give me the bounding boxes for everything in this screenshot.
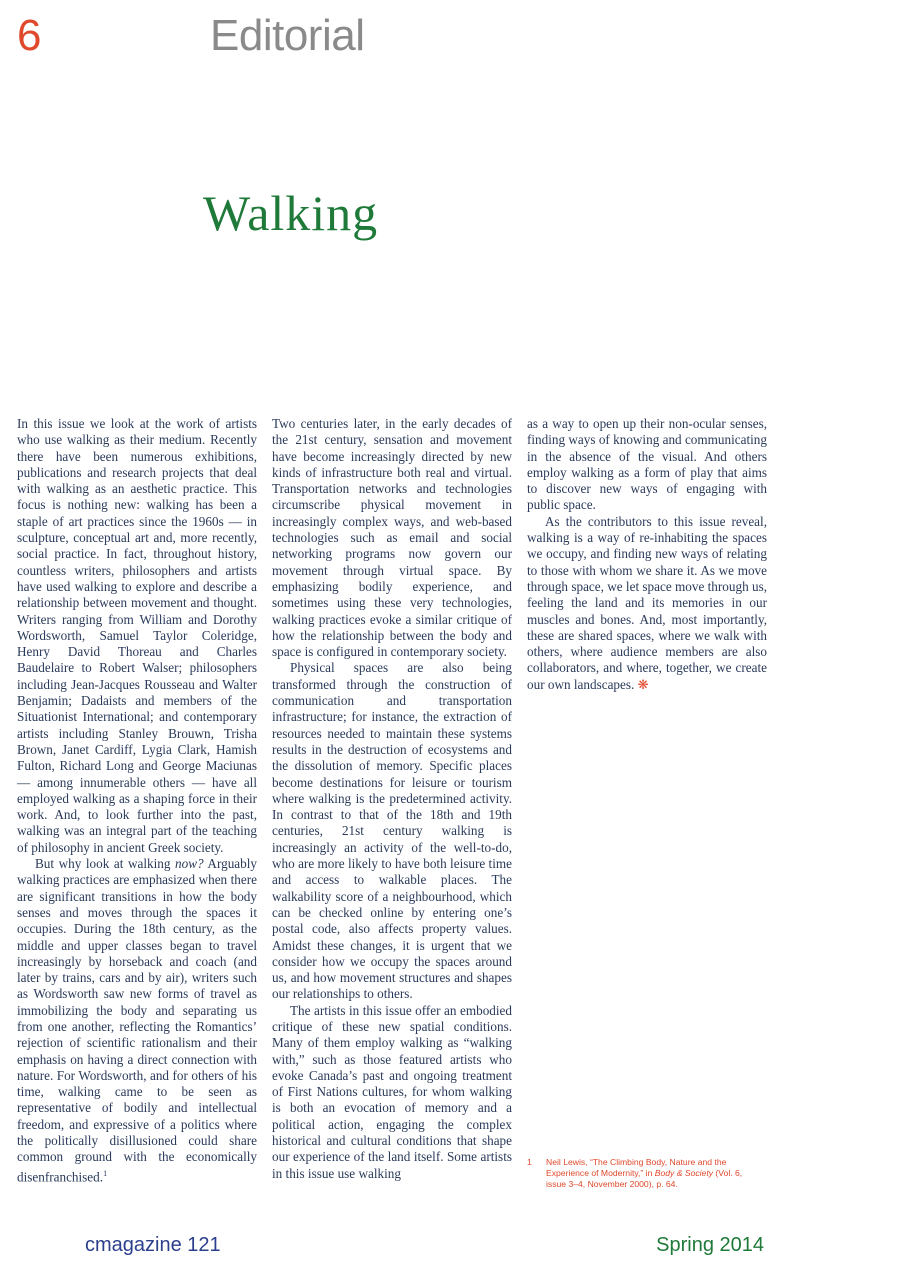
paragraph — [17, 856, 257, 1185]
footnote-text-part: (Vol. 6, issue 3–4, November 2000), p. 64. — [546, 1168, 743, 1189]
emphasis-text: now? — [175, 856, 204, 872]
footnote-journal: Body & Society — [654, 1168, 714, 1178]
footnote — [527, 1157, 757, 1190]
paragraph-text: But why look at walking — [35, 856, 176, 872]
article-column-1 — [17, 416, 257, 1185]
end-mark-icon: ❋ — [637, 676, 649, 692]
section-label: Editorial — [210, 11, 365, 60]
paragraph: Two centuries later, in the early decades of the 21st century, sensation and movement have become increasingly directed by new kinds of infrastructure both real and virtual. Transportation networks and technologies circumscribe physical movement in increasingly complex ways, and web-based technologies such as email and social networking programs now govern our movement through virtual space. By emphasizing bodily experience, and sometimes using these very technologies, walking practices evoke a similar critique of how the relationship between the body and space is configured in contemporary society. — [272, 416, 512, 660]
page-number: 6 — [17, 11, 42, 60]
paragraph: In this issue we look at the work of artists who use walking as their medium. Recently there have been numerous exhibitions, publications and research projects that deal with walking as an aesthetic practice. This focus is nothing new: walking has been a staple of art practices since the 1960s — in sculpture, conceptual art and, more recently, social practice. In fact, throughout history, countless writers, philosophers and artists have used walking to explore and describe a relationship between movement and thought. Writers ranging from William and Dorothy Wordsworth, Samuel Taylor Coleridge, Henry David Thoreau and Charles Baudelaire to Robert Walser; philosophers including Jean-Jacques Rousseau and Walter Benjamin; Dadaists and members of the Situationist International; and contemporary artists including Stanley Brouwn, Trisha Brown, Janet Cardiff, Lygia Clark, Hamish Fulton, Richard Long and George Maciunas — among innumerable others — have all employed walking as a shaping force in their work. And, to look further into the past, walking was an integral part of the teaching of philosophy in ancient Greek society. — [17, 416, 257, 855]
paragraph: as a way to open up their non-ocular senses, finding ways of knowing and communicating in the absence of the visual. And others employ walking as a form of play that aims to discover new ways of engaging with public space. — [527, 416, 767, 513]
article-column-3 — [527, 416, 767, 693]
footnote-text — [546, 1157, 757, 1190]
footer-magazine: cmagazine 121 — [85, 1234, 221, 1256]
paragraph-text: Arguably walking practices are emphasized when there are significant transitions in how the body senses and moves through the spaces it occupies. During the 18th century, as the middle and upper classes began to travel increasingly by horseback and coach (and later by trains, cars and by air), writers such as Wordsworth saw new forms of travel as immobilizing the body and separating us from one another, reflecting the Romantics’ rejection of scientific rationalism and their emphasis on having a direct connection with nature. For Wordsworth, and for others of his time, walking came to be seen as representative of bodily and intellectual freedom, and expressive of a politics where the politically disillusioned could share common ground with the economically disenfranchised. — [17, 856, 257, 1185]
footnote-number: 1 — [527, 1157, 532, 1167]
paragraph — [527, 514, 767, 693]
paragraph-text: As the contributors to this issue reveal, walking is a way of re-inhabiting the spaces we occupy, and finding new ways of relating to those with whom we share it. As we move through space, we let space move through us, feeling the land and its memories in our muscles and bones. And, most importantly, these are shared spaces, where we walk with others, where audience members are also collaborators, and where, together, we create our own landscapes. — [527, 513, 767, 692]
footnote-text-part: Neil Lewis, “The Climbing Body, Nature and the Experience of Modernity,” in — [546, 1157, 727, 1178]
article-title: Walking — [203, 185, 379, 241]
footer-issue-date: Spring 2014 — [656, 1234, 764, 1256]
paragraph: Physical spaces are also being transformed through the construction of communication and transportation infrastructure; for instance, the extraction of resources needed to maintain these systems results in the destruction of ecosystems and the dissolution of memory. Specific places become destinations for leisure or tourism where walking is the predetermined activity. In contrast to that of the 18th and 19th centuries, 21st century walking is increasingly an activity of the well-to-do, who are more likely to have both leisure time and access to walkable places. The walkability score of a neighbourhood, which can be checked online by entering one’s postal code, also affects property values. Amidst these changes, it is urgent that we consider how we occupy the spaces around us, and how movement structures and shapes our relationships to others. — [272, 660, 512, 1002]
paragraph: The artists in this issue offer an embodied critique of these new spatial conditions. Many of them employ walking as “walking with,” such as those featured artists who evoke Canada’s past and ongoing treatment of First Nations cultures, for whom walking is both an evocation of memory and a political action, engaging the complex historical and cultural conditions that shape our experience of the land itself. Some artists in this issue use walking — [272, 1002, 512, 1181]
article-column-2 — [272, 416, 512, 1182]
footnote-marker[interactable]: 1 — [103, 1168, 108, 1178]
